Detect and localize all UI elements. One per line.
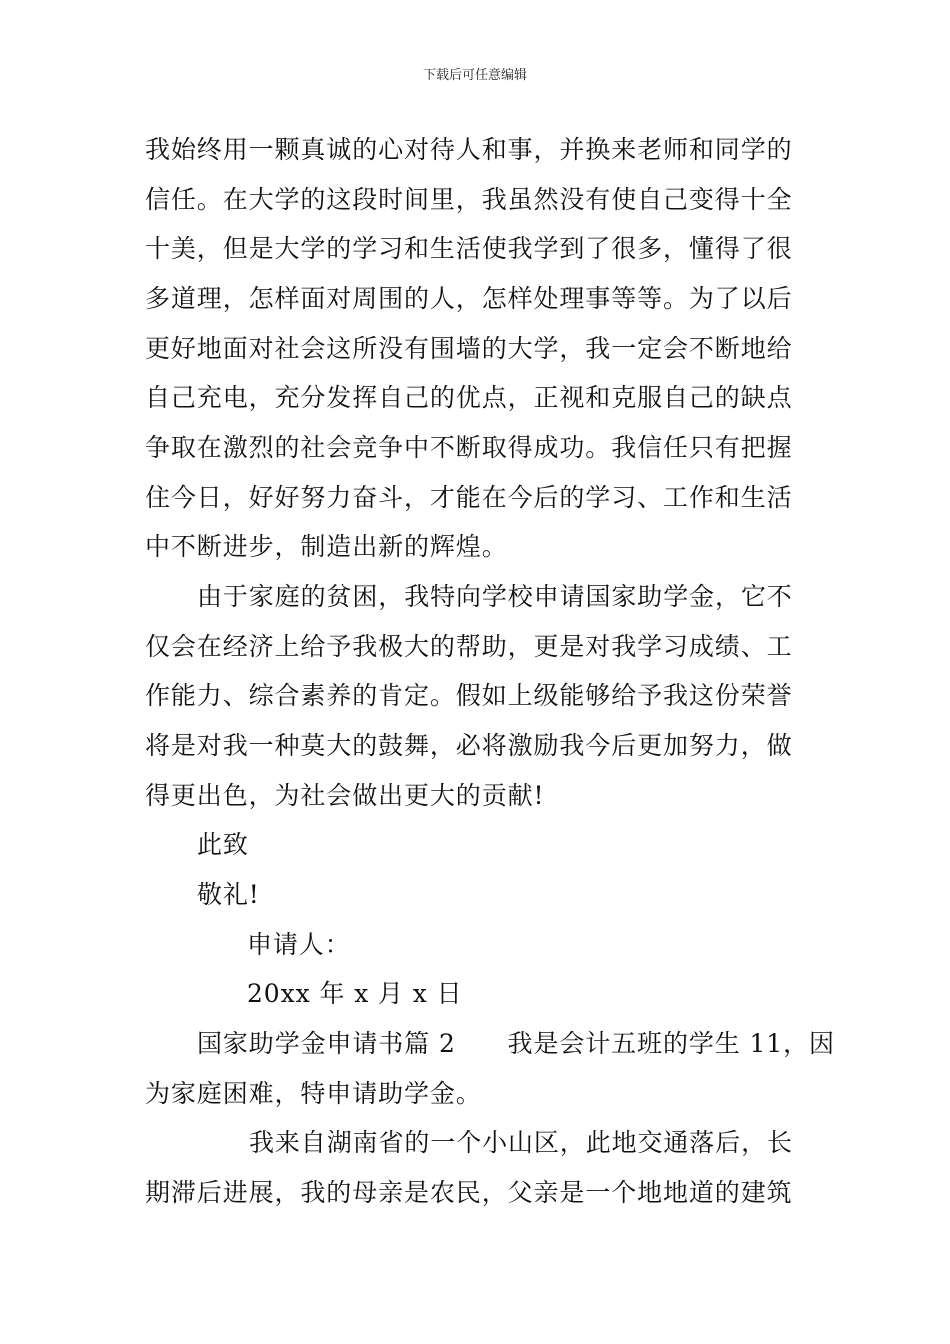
page-header: 下载后可任意编辑 <box>422 68 527 83</box>
text-line: 争取在激烈的社会竞争中不断取得成功。我信任只有把握 <box>145 433 793 462</box>
salutation-line: 此致 <box>197 830 249 859</box>
text-line: 我来自湖南省的一个小山区，此地交通落后，长 <box>249 1128 793 1157</box>
text-line: 中不断进步，制造出新的辉煌。 <box>145 532 508 561</box>
signature-line: 申请人： <box>247 930 351 959</box>
text-line: 我始终用一颗真诚的心对待人和事，并换来老师和同学的 <box>145 135 793 164</box>
text-line: 由于家庭的贫困，我特向学校申请国家助学金，它不 <box>197 582 793 611</box>
text-line: 多道理，怎样面对周围的人，怎样处理事等等。为了以后 <box>145 284 793 313</box>
text-line: 更好地面对社会这所没有围墙的大学，我一定会不断地给 <box>145 334 793 363</box>
text-line: 自己充电，充分发挥自己的优点，正视和克服自己的缺点 <box>145 383 793 412</box>
text-line: 国家助学金申请书篇 2 我是会计五班的学生 11，因 <box>197 1029 835 1058</box>
text-line: 得更出色，为社会做出更大的贡献! <box>145 781 545 810</box>
text-line: 住今日，好好努力奋斗，才能在今后的学习、工作和生活 <box>145 483 793 512</box>
text-line: 作能力、综合素养的肯定。假如上级能够给予我这份荣誉 <box>145 681 793 710</box>
text-line: 为家庭困难，特申请助学金。 <box>145 1079 482 1108</box>
text-line: 信任。在大学的这段时间里，我虽然没有使自己变得十全 <box>145 185 793 214</box>
salutation-line: 敬礼! <box>197 880 260 909</box>
text-line: 十美，但是大学的学习和生活使我学到了很多，懂得了很 <box>145 234 793 263</box>
text-line: 仅会在经济上给予我极大的帮助，更是对我学习成绩、工 <box>145 632 793 661</box>
date-line: 20xx 年 x 月 x 日 <box>247 979 463 1008</box>
text-line: 期滞后进展，我的母亲是农民，父亲是一个地地道的建筑 <box>145 1178 793 1207</box>
text-line: 将是对我一种莫大的鼓舞，必将激励我今后更加努力，做 <box>145 731 793 760</box>
